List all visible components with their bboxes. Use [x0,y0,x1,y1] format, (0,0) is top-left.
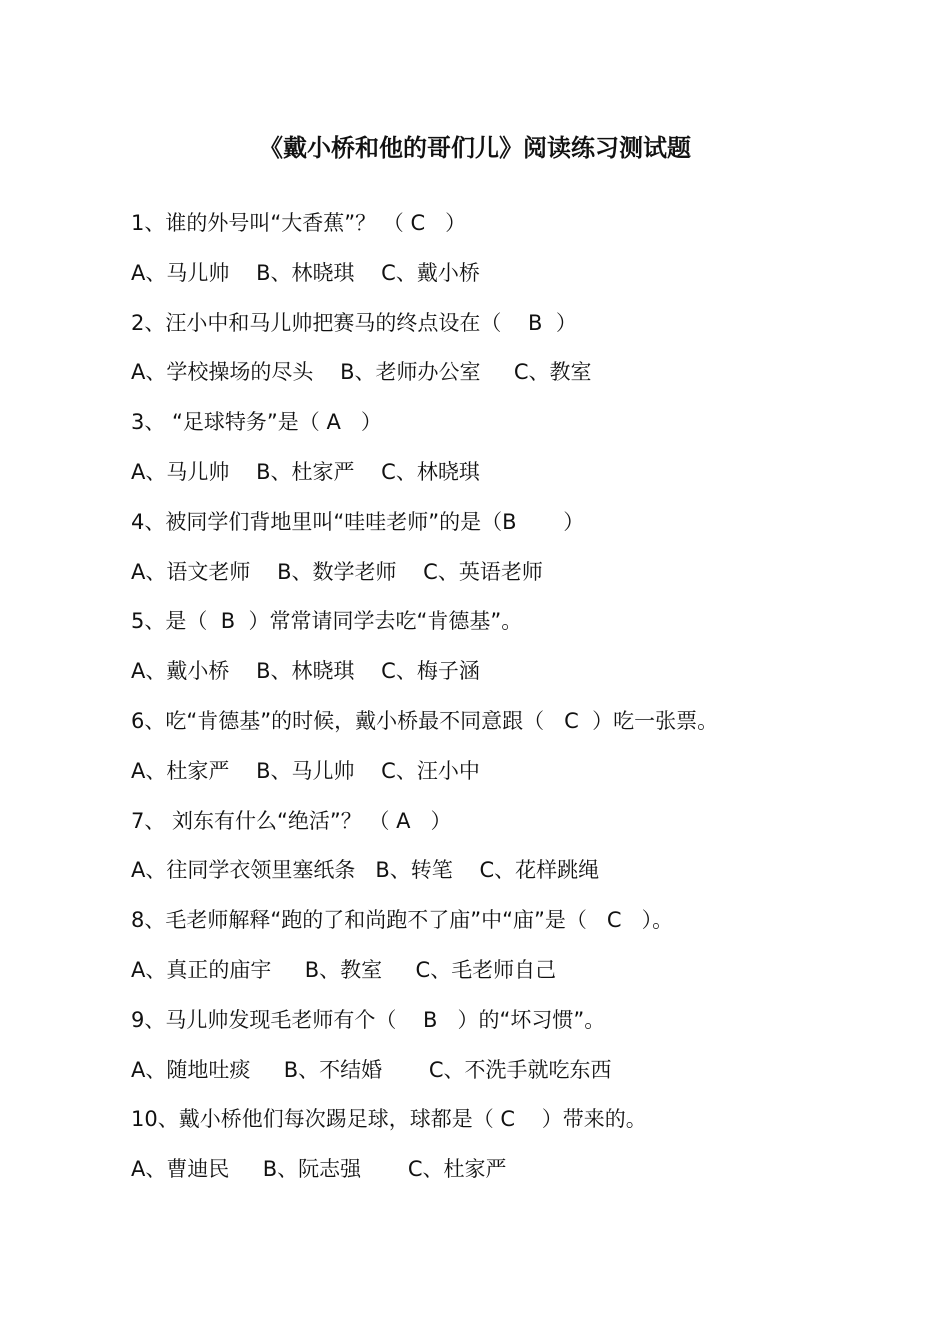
question-7: 7、 刘东有什么“绝活”？ （ A ） [131,808,452,833]
question-9: 9、马儿帅发现毛老师有个（ B ）的“坏习惯”。 [131,1007,606,1032]
document-title: 《戴小桥和他的哥们儿》阅读练习测试题 [259,134,691,162]
options-3: A、马儿帅 B、杜家严 C、林晓琪 [131,459,480,484]
options-10: A、曹迪民 B、阮志强 C、杜家严 [131,1157,507,1182]
question-5: 5、是（ B ）常常请同学去吃“肯德基”。 [131,609,523,634]
options-1: A、马儿帅 B、林晓琪 C、戴小桥 [131,260,480,285]
question-10: 10、戴小桥他们每次踢足球，球都是（ C ）带来的。 [131,1107,647,1132]
options-5: A、戴小桥 B、林晓琪 C、梅子涵 [131,659,480,684]
options-2: A、学校操场的尽头 B、老师办公室 C、教室 [131,360,592,385]
question-6: 6、吃“肯德基”的时候，戴小桥最不同意跟（ C ）吃一张票。 [131,708,719,733]
options-7: A、往同学衣领里塞纸条 B、转笔 C、花样跳绳 [131,858,600,883]
options-4: A、语文老师 B、数学老师 C、英语老师 [131,559,543,584]
question-2: 2、汪小中和马儿帅把赛马的终点设在（ B ） [131,310,577,335]
question-8: 8、毛老师解释“跑的了和尚跑不了庙”中“庙”是（ C ）。 [131,908,674,933]
question-1: 1、谁的外号叫“大香蕉”？ （ C ） [131,211,467,235]
question-list [131,203,911,1199]
question-4: 4、被同学们背地里叫“哇哇老师”的是（B ） [131,509,585,534]
question-3: 3、 “足球特务”是（ A ） [131,410,382,435]
options-9: A、随地吐痰 B、不结婚 C、不洗手就吃东西 [131,1057,612,1082]
options-8: A、真正的庙宇 B、教室 C、毛老师自己 [131,957,557,982]
options-6: A、杜家严 B、马儿帅 C、汪小中 [131,758,480,783]
